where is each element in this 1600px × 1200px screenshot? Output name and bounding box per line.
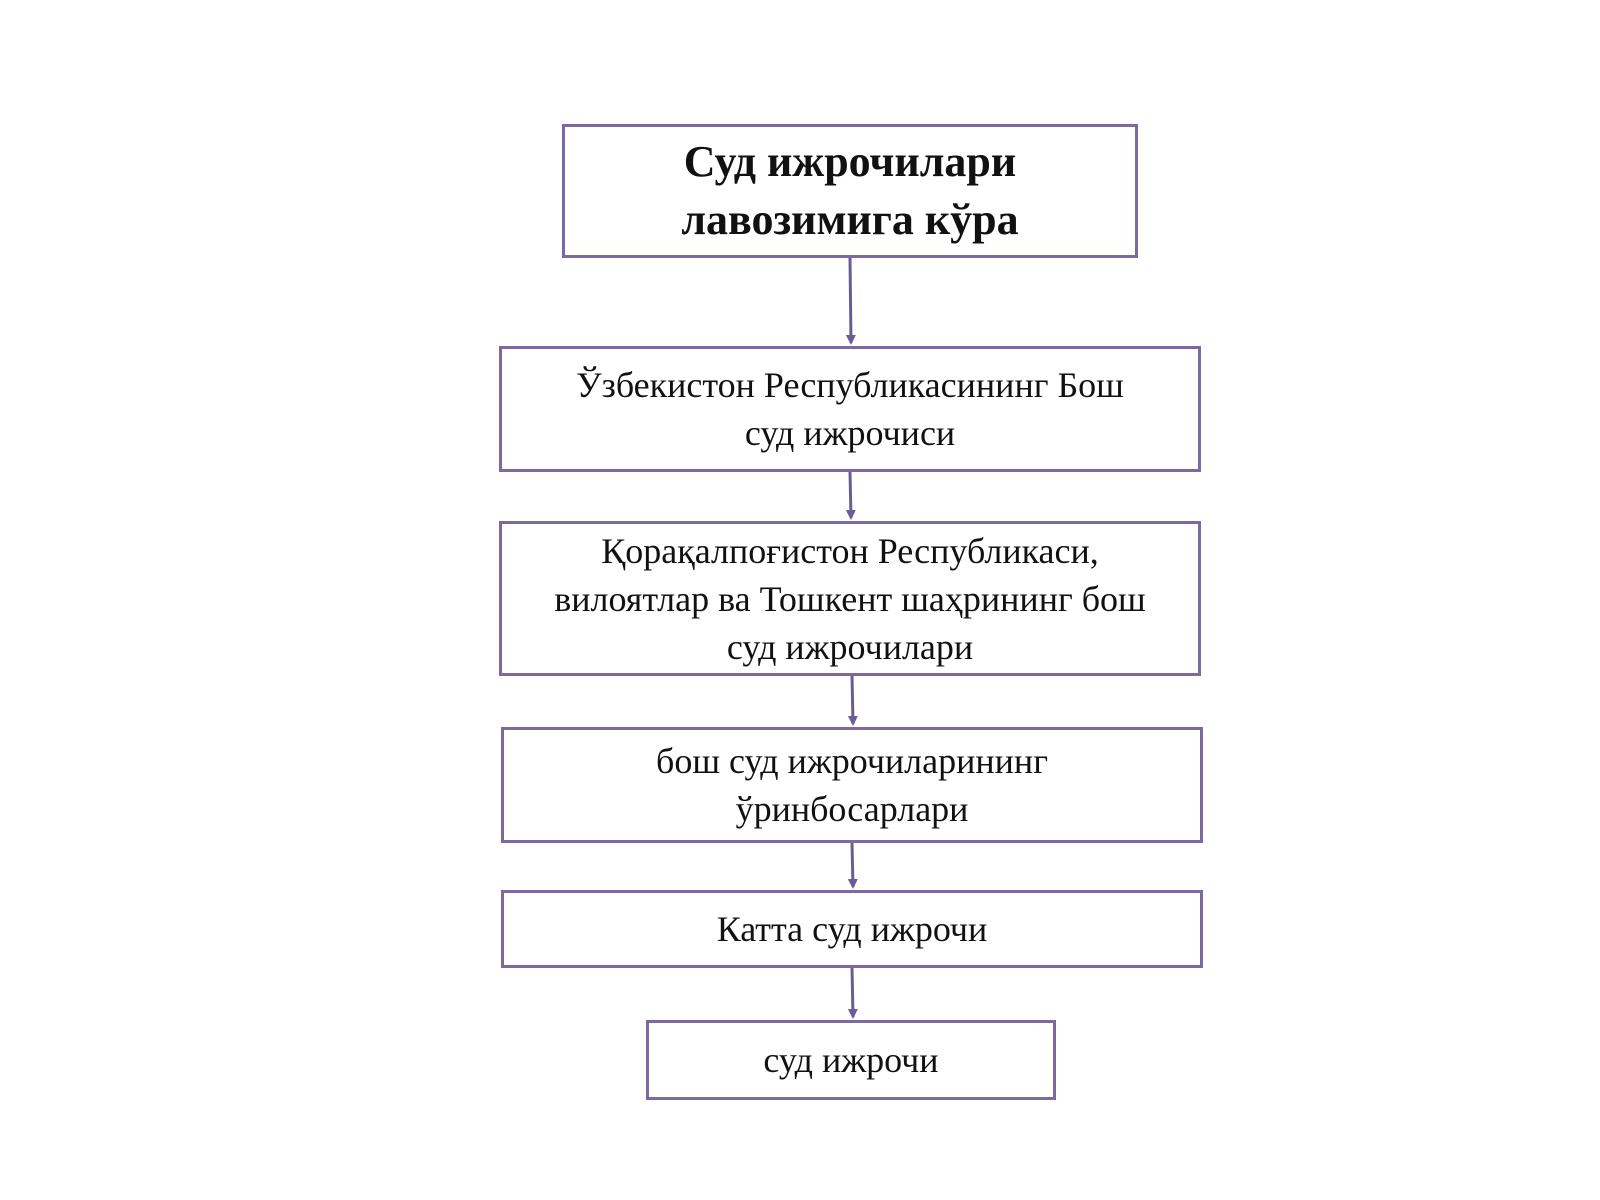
arrow-node-3-to-node-4 xyxy=(852,843,853,887)
node-3-line-2: ўринбосарлари xyxy=(735,789,969,829)
node-2-line-1: Қорақалпоғистон Республикаси, xyxy=(601,530,1099,571)
diagram-title-line-2: лавозимига кўра xyxy=(681,195,1019,244)
node-chief-bailiffs-regions xyxy=(499,521,1201,676)
diagram-title-line-1: Суд ижрочилари xyxy=(683,137,1017,186)
node-chief-bailiff-republic xyxy=(499,346,1201,472)
node-1-line-1: Ўзбекистон Республикасининг Бош xyxy=(576,365,1124,405)
arrow-node-4-to-node-5 xyxy=(852,968,853,1017)
node-bailiff xyxy=(646,1020,1056,1100)
node-4-line-1: Катта суд ижрочи xyxy=(716,909,988,949)
arrow-title-to-node-1 xyxy=(850,258,851,343)
node-senior-bailiff xyxy=(501,890,1203,968)
node-deputy-chief-bailiffs xyxy=(501,727,1203,843)
diagram-title-box xyxy=(562,124,1138,258)
node-1-line-2: суд ижрочиси xyxy=(744,413,956,453)
node-2-line-2: вилоятлар ва Тошкент шаҳрининг бош xyxy=(554,578,1146,619)
arrow-node-1-to-node-2 xyxy=(850,472,851,518)
node-5-line-1: суд ижрочи xyxy=(763,1040,939,1080)
node-2-line-3: суд ижрочилари xyxy=(726,626,974,667)
arrow-node-2-to-node-3 xyxy=(852,676,853,724)
node-3-line-1: бош суд ижрочиларининг xyxy=(656,741,1048,781)
